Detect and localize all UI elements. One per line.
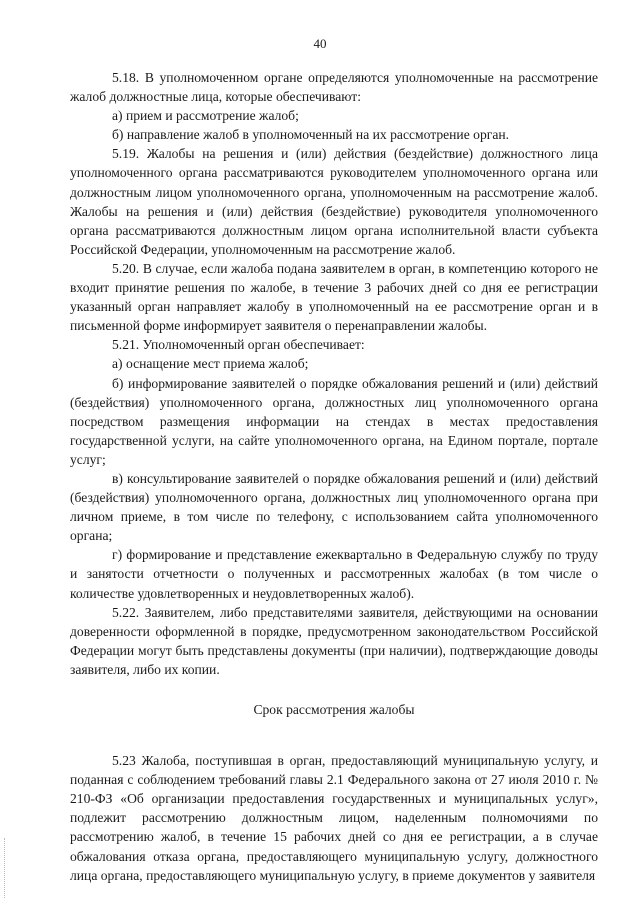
paragraph-5-19: 5.19. Жалобы на решения и (или) действия (бездействие) должностного лица уполномоченного органа рассматриваются руководителем уполномоченного органа или должностным лицом уполномоченного органа, уполномоченным на рассмотрение жалоб. Жалобы на решения и (или) действия (бездействие) руководителя уполномоченного органа рассматриваются должностным лицом органа исполнительной власти субъекта Российской Федерации, уполномоченным на рассмотрение жалоб. <box>70 146 598 257</box>
paragraph-5-21-b: б) информирование заявителей о порядке обжалования решений и (или) действий (бездействия) уполномоченного органа, должностных лиц уполномоченного органа посредством размещения информации на стендах в местах предоставления государственной услуги, на сайте уполномоченного органа, на Едином портале, портале услуг; <box>70 375 598 467</box>
paragraph-5-21-g: г) формирование и представление ежеквартально в Федеральную службу по труду и занятости отчетности о полученных и рассмотренных жалобах (в том числе о количестве удовлетворенных и неудовлетворенных жалоб). <box>70 547 598 601</box>
paragraph-5-23: 5.23 Жалоба, поступившая в орган, предоставляющий муниципальную услугу, и поданная с соблюдением требований главы 2.1 Федерального закона от 27 июля 2010 г. № 210-ФЗ «Об организации предоставления государственных и муниципальных услуг», подлежит рассмотрению должностным лицом, наделенным полномочиями по рассмотрению жалоб, в течение 15 рабочих дней со дня ее регистрации, а в случае обжалования отказа органа, предоставляющего муниципальную услугу, должностного лица органа, предоставляющего муниципальную услугу, в приеме документов у заявителя <box>70 753 598 883</box>
paragraph-5-21: 5.21. Уполномоченный орган обеспечивает: <box>112 337 365 353</box>
paragraph-5-20: 5.20. В случае, если жалоба подана заявителем в орган, в компетенцию которого не входит принятие решения по жалобе, в течение 3 рабочих дней со дня ее регистрации указанный орган направляет жалобу в уполномоченный на ее рассмотрение орган и в письменной форме информирует заявителя о перенаправлении жалобы. <box>70 260 598 334</box>
paragraph-5-21-a: а) оснащение мест приема жалоб; <box>112 356 309 372</box>
document-body <box>70 68 598 885</box>
paragraph-5-18-b: б) направление жалоб в уполномоченный на их рассмотрение орган. <box>112 127 510 143</box>
paragraph-5-18-a: а) прием и рассмотрение жалоб; <box>112 108 299 124</box>
page-number: 40 <box>313 36 327 51</box>
scan-margin-mark <box>4 838 8 898</box>
paragraph-5-18: 5.18. В уполномоченном органе определяются уполномоченные на рассмотрение жалоб должностные лица, которые обеспечивают: <box>70 70 598 105</box>
paragraph-5-22: 5.22. Заявителем, либо представителями заявителя, действующими на основании доверенности оформленной в порядке, предусмотренном законодательством Российской Федерации могут быть представлены документы (при наличии), подтверждающие доводы заявителя, либо их копии. <box>70 604 598 677</box>
paragraph-5-21-v: в) консультирование заявителей о порядке обжалования решений и (или) действий (бездействия) уполномоченного органа, должностных лиц уполномоченного органа при личном приеме, в том числе по телефону, с использованием сайта уполномоченного органа; <box>70 470 598 544</box>
section-heading: Срок рассмотрения жалобы <box>253 702 415 717</box>
